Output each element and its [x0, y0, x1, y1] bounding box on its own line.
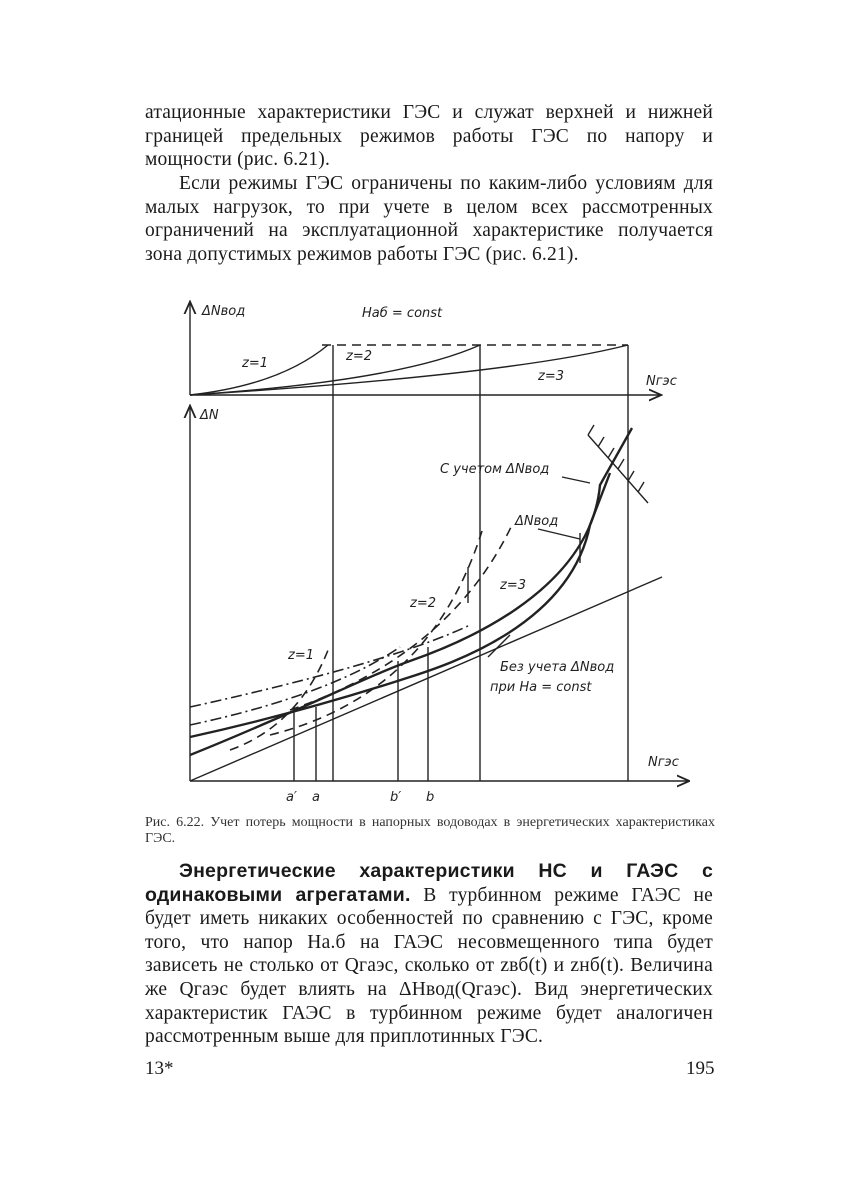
top-label-z1: z=1	[242, 356, 268, 371]
dashed-curve-z2	[270, 531, 482, 735]
leader-dnvod	[538, 529, 580, 539]
bottom-label-z2: z=2	[410, 596, 436, 611]
paragraph-3-heading: Энергетические характеристики НС и ГАЭС с одинаковыми агрегатами.	[145, 860, 713, 906]
dashed-curve-z3	[290, 525, 512, 710]
paragraph-3	[145, 860, 713, 1049]
paragraph-2: Если режимы ГЭС ограничены по каким-либо условиям для малых нагрузок, то при учете в целом всех рассмотренных ограничений на эксплуатационной характеристике получается зона допустимых режимов работы ГЭС (рис. 6.21).	[145, 173, 713, 265]
bottom-label-z1: z=1	[288, 648, 314, 663]
bottom-x-axis-label: Nгэс	[648, 755, 679, 770]
top-label-z3: z=3	[538, 369, 564, 384]
label-without-losses-2: при Hа = const	[490, 680, 592, 695]
paragraph-3-body: В турбинном режиме ГАЭС не будет иметь никаких особенностей по сравнению с ГЭС, кроме того, что напор Hа.б на ГАЭС несовмещенного типа будет зависеть не столько от Qгаэс, сколько от zвб(t) и zнб(t). Величина же Qгаэс будет влиять на ΔHвод(Qгаэс). Вид энергетических характеристик ГАЭС в турбинном режиме будет аналогичен рассмотренным выше для приплотинных ГЭС.	[145, 884, 713, 1048]
x-mark-a-prime: a′	[286, 790, 297, 805]
bottom-y-axis-label: ΔN	[200, 408, 219, 423]
x-mark-b-prime: b′	[390, 790, 402, 805]
figure-6-22	[170, 295, 690, 815]
figure-svg	[170, 295, 690, 815]
x-mark-b: b	[426, 790, 435, 805]
x-mark-a: a	[312, 790, 320, 805]
dashed-curve-z1	[230, 645, 330, 750]
top-y-axis-label: ΔNвод	[202, 304, 246, 319]
top-x-axis-label: Nгэс	[646, 374, 677, 389]
bottom-label-z3: z=3	[500, 578, 526, 593]
curve-with-losses	[190, 473, 610, 737]
label-without-losses-1: Без учета ΔNвод	[500, 660, 615, 675]
figure-caption: Рис. 6.22. Учет потерь мощности в напорных водоводах в энергетических характеристиках ГЭС.	[145, 815, 715, 846]
signature-mark: 13*	[145, 1058, 174, 1079]
top-label-z2: z=2	[346, 349, 372, 364]
leader-with	[562, 477, 590, 483]
curve-without-losses	[190, 428, 632, 755]
page-number: 195	[686, 1058, 715, 1079]
paragraph-1: атационные характеристики ГЭС и служат верхней и нижней границей предельных режимов работы ГЭС по напору и мощности (рис. 6.21).	[145, 102, 713, 171]
top-title: Hаб = const	[362, 306, 443, 321]
label-dnvod: ΔNвод	[515, 514, 559, 529]
label-with-losses: С учетом ΔNвод	[440, 462, 550, 477]
